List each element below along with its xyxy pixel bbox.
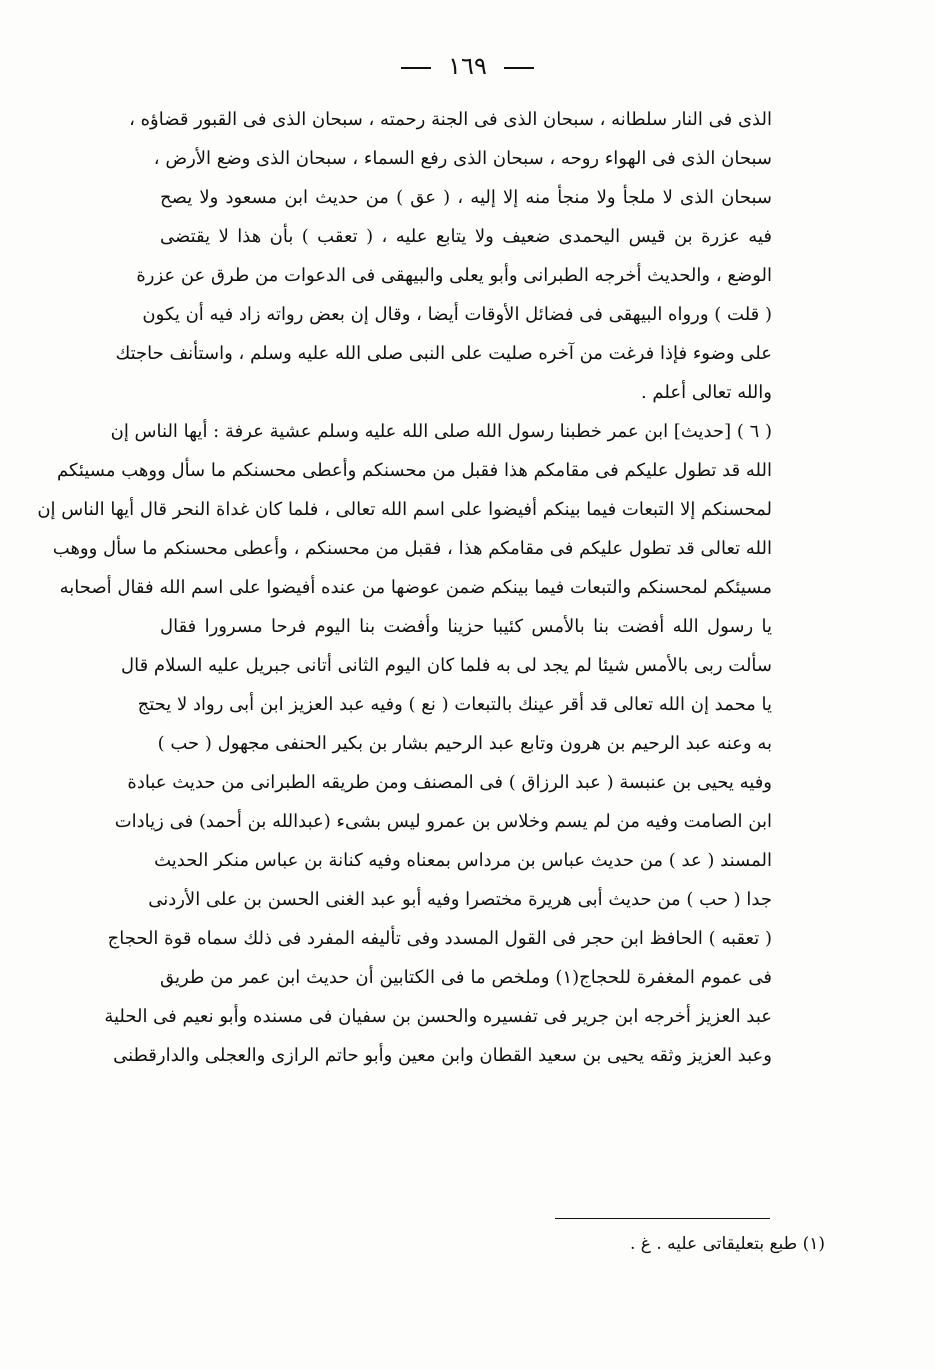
text-line: جدا ( حب ) من حديث أبى هريرة مختصرا وفيه أبو عبد الغنى الحسن بن على الأردنى — [148, 889, 772, 910]
text-line: الوضع ، والحديث أخرجه الطبرانى وأبو يعلى والبيهقى فى الدعوات من طرق عن عزرة — [136, 265, 772, 286]
page-number — [0, 52, 935, 80]
page-number-text: ١٦٩ — [448, 52, 487, 80]
footnote: (١) طبع بتعليقاتى عليه . غ . — [629, 1234, 825, 1254]
text-line: فيه عزرة بن قيس اليحمدى ضعيف ولا يتابع عليه ، ( تعقب ) بأن هذا لا يقتضى — [160, 226, 772, 247]
text-line: عبد العزيز أخرجه ابن جرير فى تفسيره والحسن بن سفيان فى مسنده وأبو نعيم فى الحلية — [104, 1006, 772, 1027]
text-line: المسند ( عد ) من حديث عباس بن مرداس بمعناه وفيه كنانة بن عباس منكر الحديث — [154, 850, 772, 871]
text-line: ( تعقبه ) الحافظ ابن حجر فى القول المسدد وفى تأليفه المفرد فى ذلك سماه قوة الحجاج — [107, 928, 772, 949]
text-line: الله قد تطول عليكم فى مقامكم هذا فقبل من محسنكم وأعطى محسنكم ما سأل ووهب مسيئكم — [57, 460, 772, 481]
text-line: وعبد العزيز وثقه يحيى بن سعيد القطان وابن معين وأبو حاتم الرازى والعجلى والدارقطنى — [113, 1045, 772, 1066]
text-line: على وضوء فإذا فرغت من آخره صليت على النبى صلى الله عليه وسلم ، واستأنف حاجتك — [115, 343, 772, 364]
text-line: الذى فى النار سلطانه ، سبحان الذى فى الجنة رحمته ، سبحان الذى فى القبور قضاؤه ، — [129, 109, 772, 130]
text-line: يا محمد إن الله تعالى قد أقر عينك بالتبعات ( نع ) وفيه عبد العزيز ابن أبى رواد لا يحتج — [137, 694, 772, 715]
text-line: سألت ربى بالأمس شيئا لم يجد لى به فلما كان اليوم الثانى أتانى جبريل عليه السلام قال — [121, 655, 772, 676]
text-line: الله تعالى قد تطول عليكم فى مقامكم هذا ، فقبل من محسنكم ، وأعطى محسنكم ما سأل ووهب — [52, 538, 772, 559]
footnote-divider — [555, 1218, 770, 1219]
text-line: وفيه يحيى بن عنبسة ( عبد الرزاق ) فى المصنف ومن طريقه الطبرانى من حديث عبادة — [127, 772, 772, 793]
text-line: مسيئكم لمحسنكم والتبعات فيما بينكم ضمن عوضها من عنده أفيضوا على اسم الله فقال أصحابه — [59, 577, 772, 598]
text-line: ابن الصامت وفيه من لم يسم وخلاس بن عمرو ليس بشىء (عبدالله بن أحمد) فى زيادات — [114, 811, 772, 832]
text-line: سبحان الذى لا ملجأ ولا منجأ منه إلا إليه ، ( عق ) من حديث ابن مسعود ولا يصح — [160, 187, 772, 208]
text-line: ( قلت ) ورواه البيهقى فى فضائل الأوقات أيضا ، وقال إن بعض رواته زاد فيه أن يكون — [142, 304, 772, 325]
text-line: يا رسول الله أفضت بنا بالأمس كئيبا حزينا وأفضت بنا اليوم فرحا مسرورا فقال — [160, 616, 772, 637]
text-line: لمحسنكم إلا التبعات فيما بينكم أفيضوا على اسم الله تعالى ، فلما كان غداة النحر قال أيها الناس إن — [37, 499, 772, 520]
page-number-dash-right — [504, 67, 534, 69]
text-line: ( ٦ ) [حديث] ابن عمر خطبنا رسول الله صلى الله عليه وسلم عشية عرفة : أيها الناس إن — [110, 421, 772, 442]
text-line: فى عموم المغفرة للحجاج(١) وملخص ما فى الكتابين أن حديث ابن عمر من طريق — [160, 967, 772, 988]
text-line: به وعنه عبد الرحيم بن هرون وتابع عبد الرحيم بشار بن بكير الحنفى مجهول ( حب ) — [157, 733, 772, 754]
text-line: والله تعالى أعلم . — [640, 382, 772, 403]
text-line: سبحان الذى فى الهواء روحه ، سبحان الذى رفع السماء ، سبحان الذى وضع الأرض ، — [153, 148, 772, 169]
page-number-dash-left — [401, 67, 431, 69]
body-text — [37, 100, 772, 1075]
